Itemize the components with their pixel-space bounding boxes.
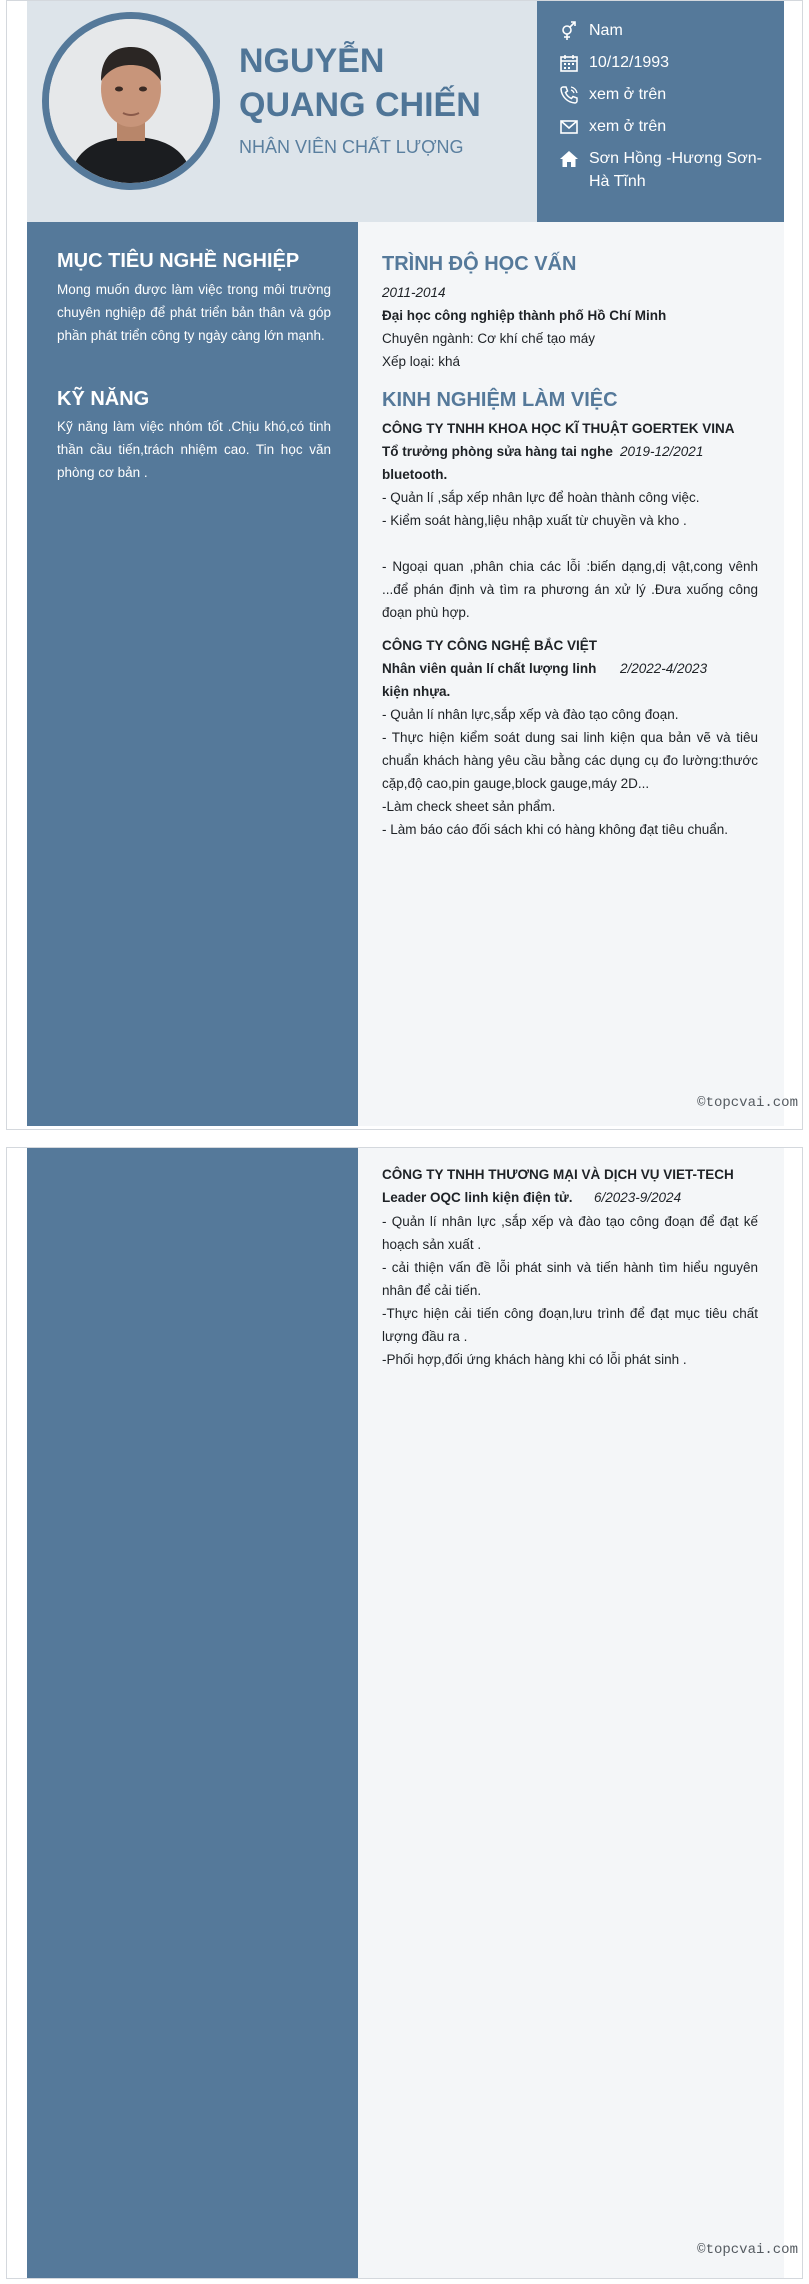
job-1-position [382, 440, 618, 486]
job-2-company: CÔNG TY CÔNG NGHỆ BẮC VIỆT [382, 638, 598, 653]
candidate-name [239, 39, 481, 127]
sidebar [27, 222, 358, 1126]
job-1-period: 2019-12/2021 [620, 444, 704, 459]
job-3-duty-2: - cải thiện vấn đề lỗi phát sinh và tiến hành tìm hiểu nguyên nhân để cải tiến. [382, 1260, 758, 1298]
job-2-duty-4: - Làm báo cáo đối sách khi có hàng không đạt tiêu chuẩn. [382, 822, 728, 837]
job-3-duty-4: -Phối hợp,đối ứng khách hàng khi có lỗi phát sinh . [382, 1352, 687, 1367]
job-1-duty-4: - Ngoại quan ,phân chia các lỗi :biến dạng,dị vật,cong vênh ...để phán định và tìm ra phương án xử lý .Đưa xuống công đoạn phù hợp. [382, 559, 758, 620]
contact-phone [559, 83, 769, 106]
skills-text: Kỹ năng làm việc nhóm tốt .Chịu khó,có tinh thần cầu tiến,trách nhiệm cao. Tin học văn phòng cơ bản . [57, 419, 331, 480]
job-3-position: Leader OQC linh kiện điện tử. [382, 1190, 573, 1205]
calendar-icon [559, 53, 579, 73]
cv-page-1 [6, 0, 803, 1130]
watermark-page-2: ©topcvai.com [697, 2242, 798, 2258]
job-2-position [382, 657, 618, 703]
cv-page-2 [6, 1147, 803, 2279]
phone-value: xem ở trên [589, 86, 667, 103]
phone-icon [559, 85, 579, 105]
profile-photo [49, 19, 213, 183]
name-line-2: QUANG CHIẾN [239, 86, 481, 124]
experience-heading: KINH NGHIỆM LÀM VIỆC [382, 389, 618, 411]
home-icon [559, 149, 579, 169]
job-3-duty-3: -Thực hiện cải tiến công đoạn,lưu trình để đạt mục tiêu chất lượng đầu ra . [382, 1306, 758, 1344]
avatar [42, 12, 220, 190]
birthdate-value: 10/12/1993 [589, 54, 670, 71]
job-3-duties [382, 1210, 758, 1371]
job-1-position-line-2: bluetooth. [382, 467, 448, 482]
contact-email [559, 115, 769, 138]
gender-value: Nam [589, 22, 623, 39]
job-1-duty-2: - Kiểm soát hàng,liệu nhập xuất từ chuyền và kho . [382, 513, 687, 528]
contact-panel [537, 1, 784, 222]
watermark: ©topcvai.com [697, 1095, 798, 1111]
job-2-period: 2/2022-4/2023 [620, 661, 708, 676]
objective-heading: MỤC TIÊU NGHỀ NGHIỆP [57, 250, 300, 272]
job-1-position-line-1: Tổ trưởng phòng sửa hàng tai nghe [382, 444, 613, 459]
education-major: Chuyên ngành: Cơ khí chế tạo máy [382, 331, 595, 346]
job-2-duties [382, 703, 758, 841]
job-3-company: CÔNG TY TNHH THƯƠNG MẠI VÀ DỊCH VỤ VIET-TECH [382, 1167, 734, 1182]
education-grade: Xếp loại: khá [382, 354, 461, 369]
mail-icon [559, 117, 579, 137]
job-1-duties [382, 486, 758, 624]
job-2-position-line-2: kiện nhựa. [382, 684, 451, 699]
job-2-duty-3: -Làm check sheet sản phẩm. [382, 799, 556, 814]
job-1-company: CÔNG TY TNHH KHOA HỌC KĨ THUẬT GOERTEK VINA [382, 421, 735, 436]
job-1-duty-3 [382, 532, 758, 555]
contact-address [559, 147, 769, 193]
gender-icon [559, 21, 579, 41]
education-period: 2011-2014 [382, 285, 446, 300]
education-heading: TRÌNH ĐỘ HỌC VẤN [382, 253, 577, 275]
main-column-continued [358, 1148, 784, 2278]
job-2-position-line-1: Nhân viên quản lí chất lượng linh [382, 661, 597, 676]
sidebar-continued [27, 1148, 358, 2278]
address-value: Sơn Hồng -Hương Sơn-Hà Tĩnh [589, 150, 762, 190]
skills-heading: KỸ NĂNG [57, 388, 150, 410]
name-line-1: NGUYỄN [239, 42, 385, 80]
contact-birthdate [559, 51, 769, 74]
objective-text: Mong muốn được làm việc trong môi trường chuyên nghiệp để phát triển bản thân và góp phần phát triển công ty ngày càng lớn mạnh. [57, 282, 331, 343]
education-school: Đại học công nghiệp thành phố Hồ Chí Minh [382, 308, 667, 323]
job-3-duty-1: - Quản lí nhân lực ,sắp xếp và đào tạo công đoạn để đạt kế hoạch sản xuất . [382, 1214, 758, 1252]
job-title: NHÂN VIÊN CHẤT LƯỢNG [239, 137, 464, 157]
contact-gender [559, 19, 769, 42]
job-2-duty-2: - Thực hiện kiểm soát dung sai linh kiện qua bản vẽ và tiêu chuẩn khách hàng yêu cầu bằng các dụng cụ đo lường:thước cặp,độ cao,pin gauge,block gauge,máy 2D... [382, 730, 758, 791]
job-1-duty-1: - Quản lí ,sắp xếp nhân lực để hoàn thành công việc. [382, 490, 700, 505]
job-2-duty-1: - Quản lí nhân lực,sắp xếp và đào tạo công đoạn. [382, 707, 679, 722]
email-value: xem ở trên [589, 118, 667, 135]
main-column [358, 222, 784, 1126]
job-3-period: 6/2023-9/2024 [594, 1190, 682, 1205]
